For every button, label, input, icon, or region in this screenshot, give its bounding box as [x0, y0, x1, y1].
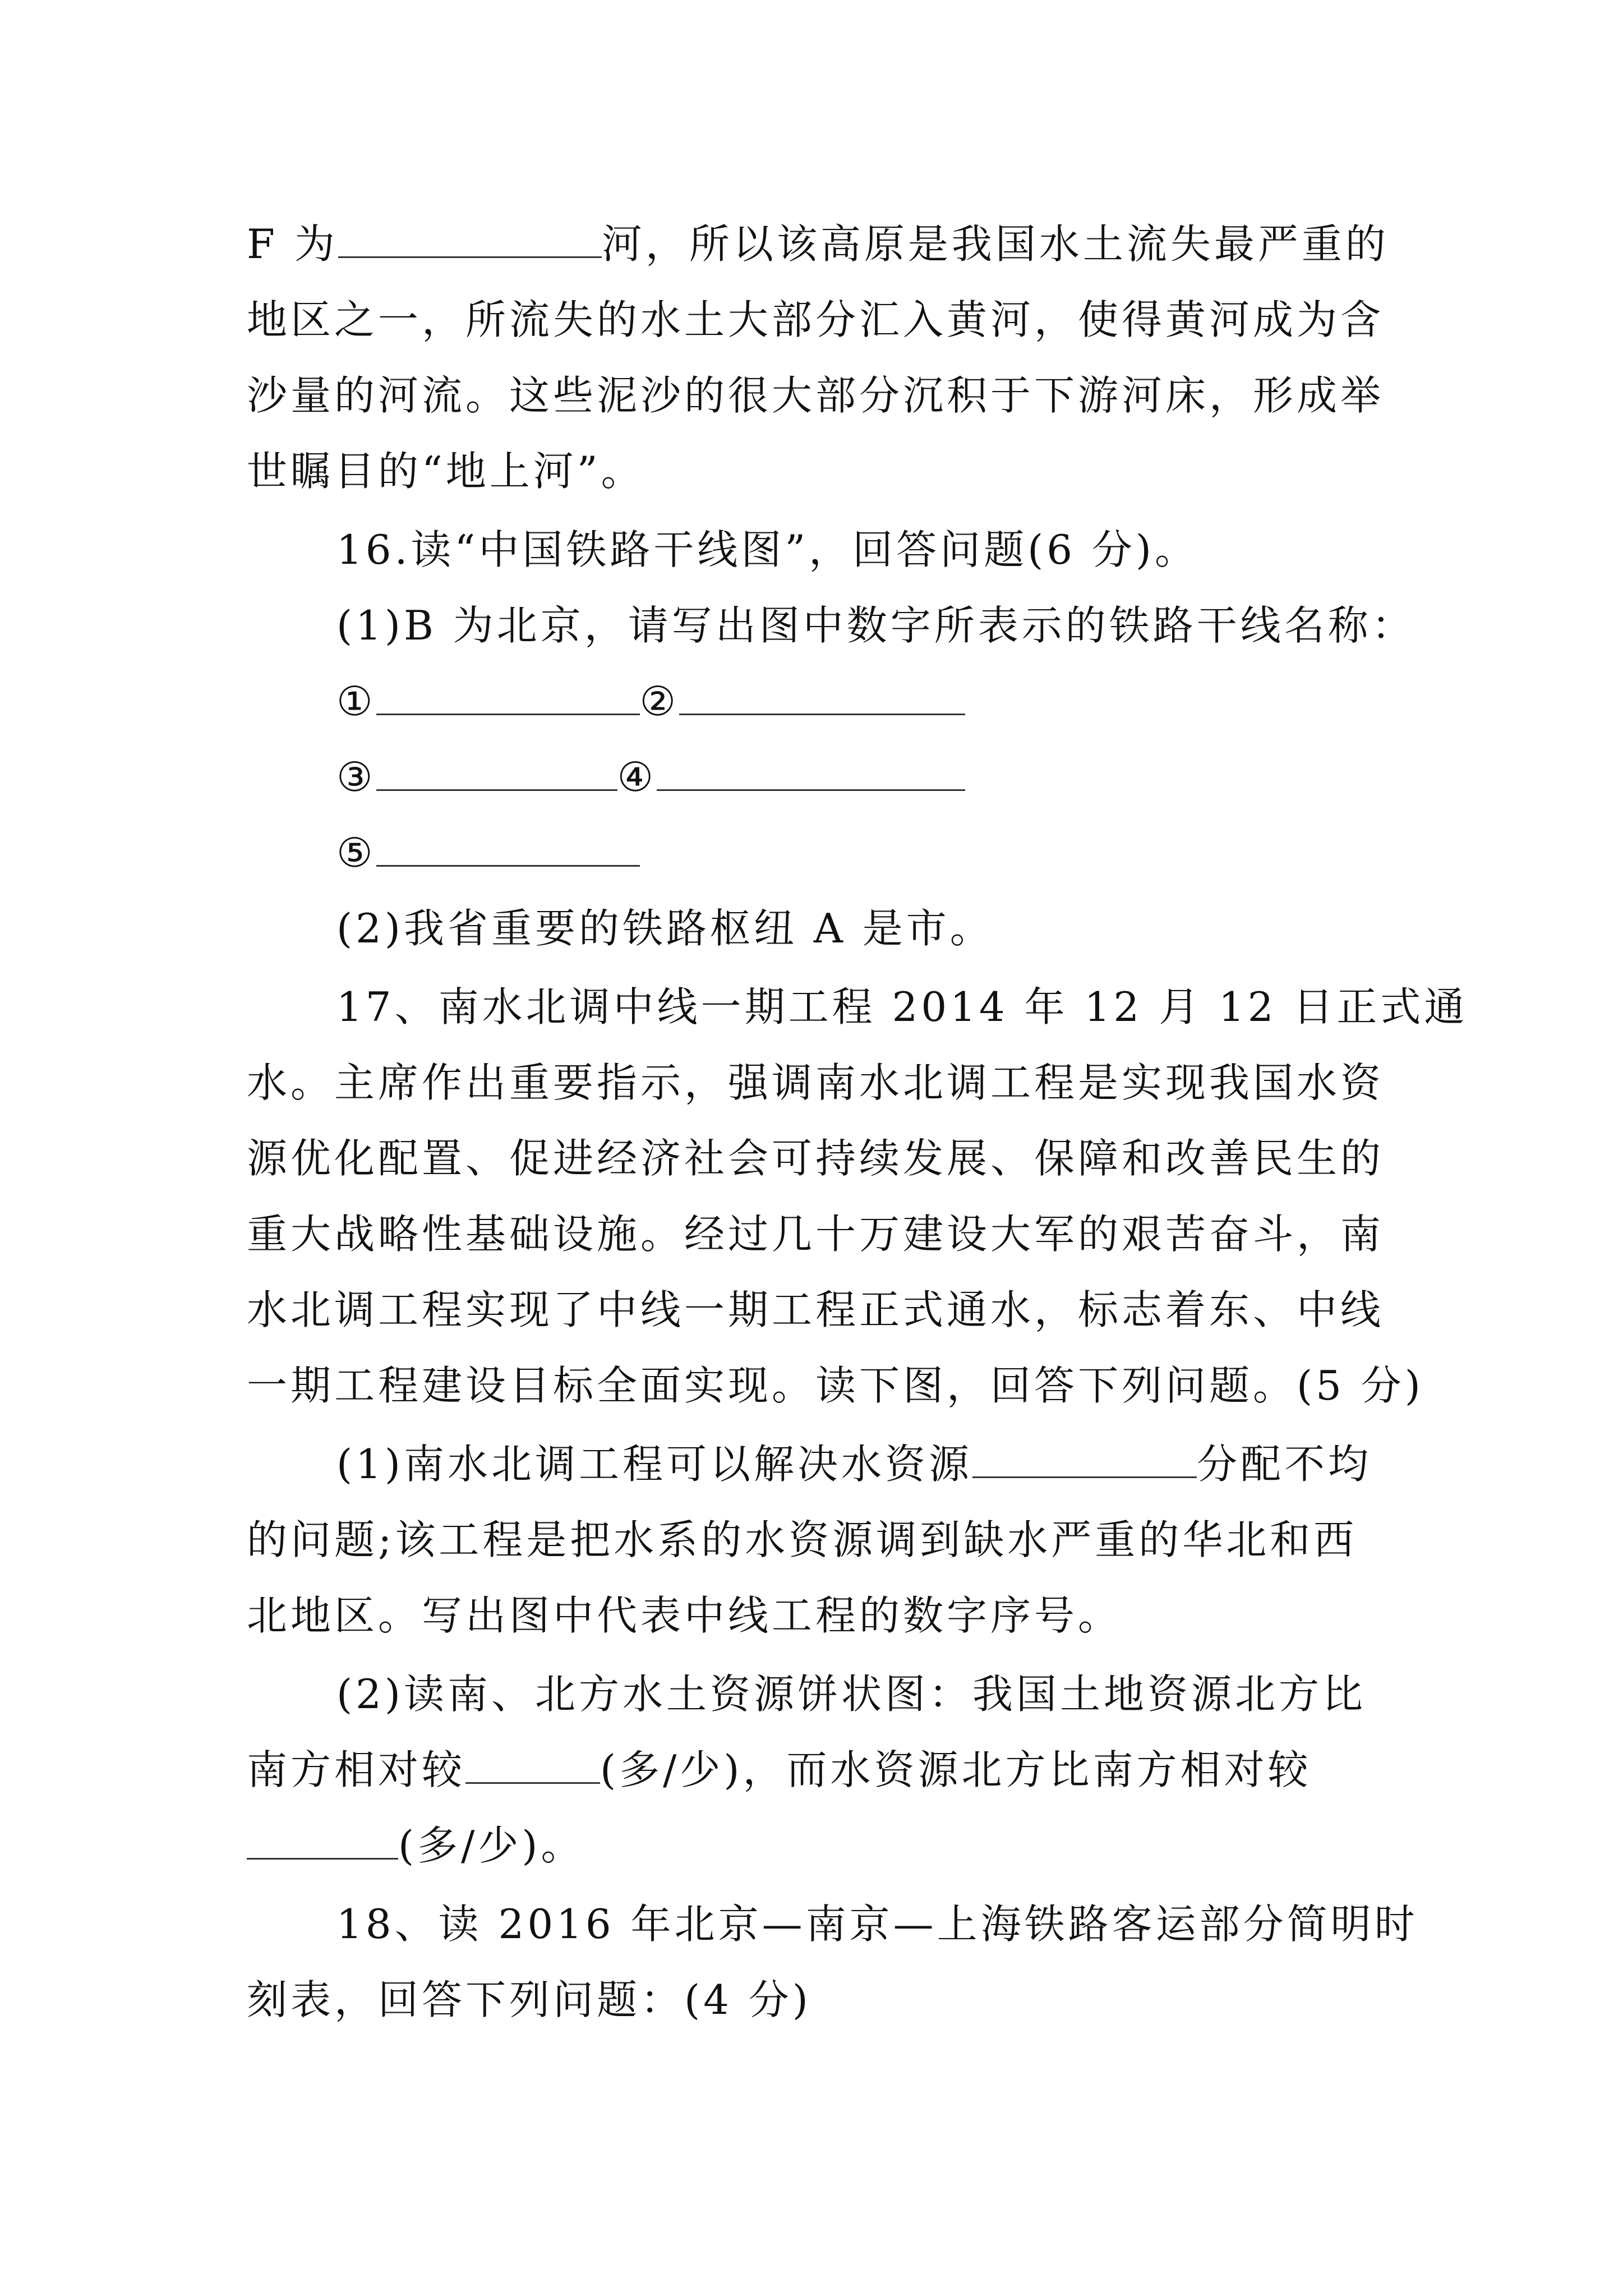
text-segment: (1)南水北调工程可以解决水资源 [336, 1441, 972, 1488]
answer-blank[interactable] [338, 220, 602, 258]
answer-row-3-4 [336, 749, 965, 805]
question-17-part-1 [336, 1436, 1372, 1492]
text-segment: (多/少)，而水资源北方比南方相对较 [600, 1746, 1312, 1793]
circled-number-1: ① [336, 678, 376, 725]
answer-blank-4[interactable] [657, 753, 965, 791]
question-17-line [247, 1818, 584, 1874]
paragraph-line: 世瞩目的“地上河”。 [247, 448, 645, 495]
circled-number-4: ④ [617, 753, 657, 800]
circled-number-3: ③ [336, 753, 376, 800]
question-16-title: 16.读“中国铁路干线图”，回答问题(6 分)。 [336, 526, 1198, 573]
question-17-line: 水。主席作出重要指示，强调南水北调工程是实现我国水资 [247, 1059, 1385, 1106]
question-17-part-2: (2)读南、北方水土资源饼状图：我国土地资源北方比 [336, 1671, 1366, 1718]
question-18-line: 刻表，回答下列问题：(4 分) [247, 1976, 811, 2023]
question-16-part-1: (1)B 为北京，请写出图中数字所表示的铁路干线名称： [336, 602, 1415, 649]
question-16-part-2: (2)我省重要的铁路枢纽 A 是市。 [336, 905, 994, 952]
answer-blank-5[interactable] [376, 829, 640, 867]
paragraph-line: 沙量的河流。这些泥沙的很大部分沉积于下游河床，形成举 [247, 372, 1385, 419]
answer-blank[interactable] [247, 1822, 398, 1860]
text-segment: 南方相对较 [247, 1746, 466, 1793]
paragraph-line [247, 216, 1389, 272]
answer-blank[interactable] [972, 1441, 1197, 1478]
question-17-line: 重大战略性基础设施。经过几十万建设大军的艰苦奋斗，南 [247, 1211, 1385, 1258]
question-18-line: 18、读 2016 年北京—南京—上海铁路客运部分简明时 [336, 1901, 1418, 1948]
question-17-line: 的问题;该工程是把水系的水资源调到缺水严重的华北和西 [247, 1516, 1358, 1563]
question-17-line [247, 1742, 1311, 1798]
circled-number-5: ⑤ [336, 829, 376, 876]
answer-row-1-2 [336, 673, 965, 729]
answer-blank[interactable] [465, 1746, 600, 1784]
answer-blank-1[interactable] [376, 678, 640, 715]
answer-blank-2[interactable] [679, 678, 965, 715]
question-17-line: 水北调工程实现了中线一期工程正式通水，标志着东、中线 [247, 1286, 1385, 1333]
circled-number-2: ② [639, 678, 680, 725]
question-17-line: 北地区。写出图中代表中线工程的数字序号。 [247, 1592, 1122, 1639]
question-17-line: 一期工程建设目标全面实现。读下图，回答下列问题。(5 分) [247, 1362, 1424, 1409]
paragraph-line: 地区之一，所流失的水土大部分汇入黄河，使得黄河成为含 [247, 296, 1385, 343]
question-17-line: 源优化配置、促进经济社会可持续发展、保障和改善民生的 [247, 1135, 1385, 1182]
text-segment: 分配不均 [1197, 1441, 1372, 1488]
text-segment: (多/少)。 [398, 1822, 585, 1869]
answer-blank-3[interactable] [376, 753, 617, 791]
answer-row-5 [336, 825, 640, 881]
question-17-line: 17、南水北调中线一期工程 2014 年 12 月 12 日正式通 [336, 983, 1468, 1030]
text-segment: F 为 [247, 220, 338, 268]
text-segment: 河，所以该高原是我国水土流失最严重的 [601, 220, 1389, 268]
